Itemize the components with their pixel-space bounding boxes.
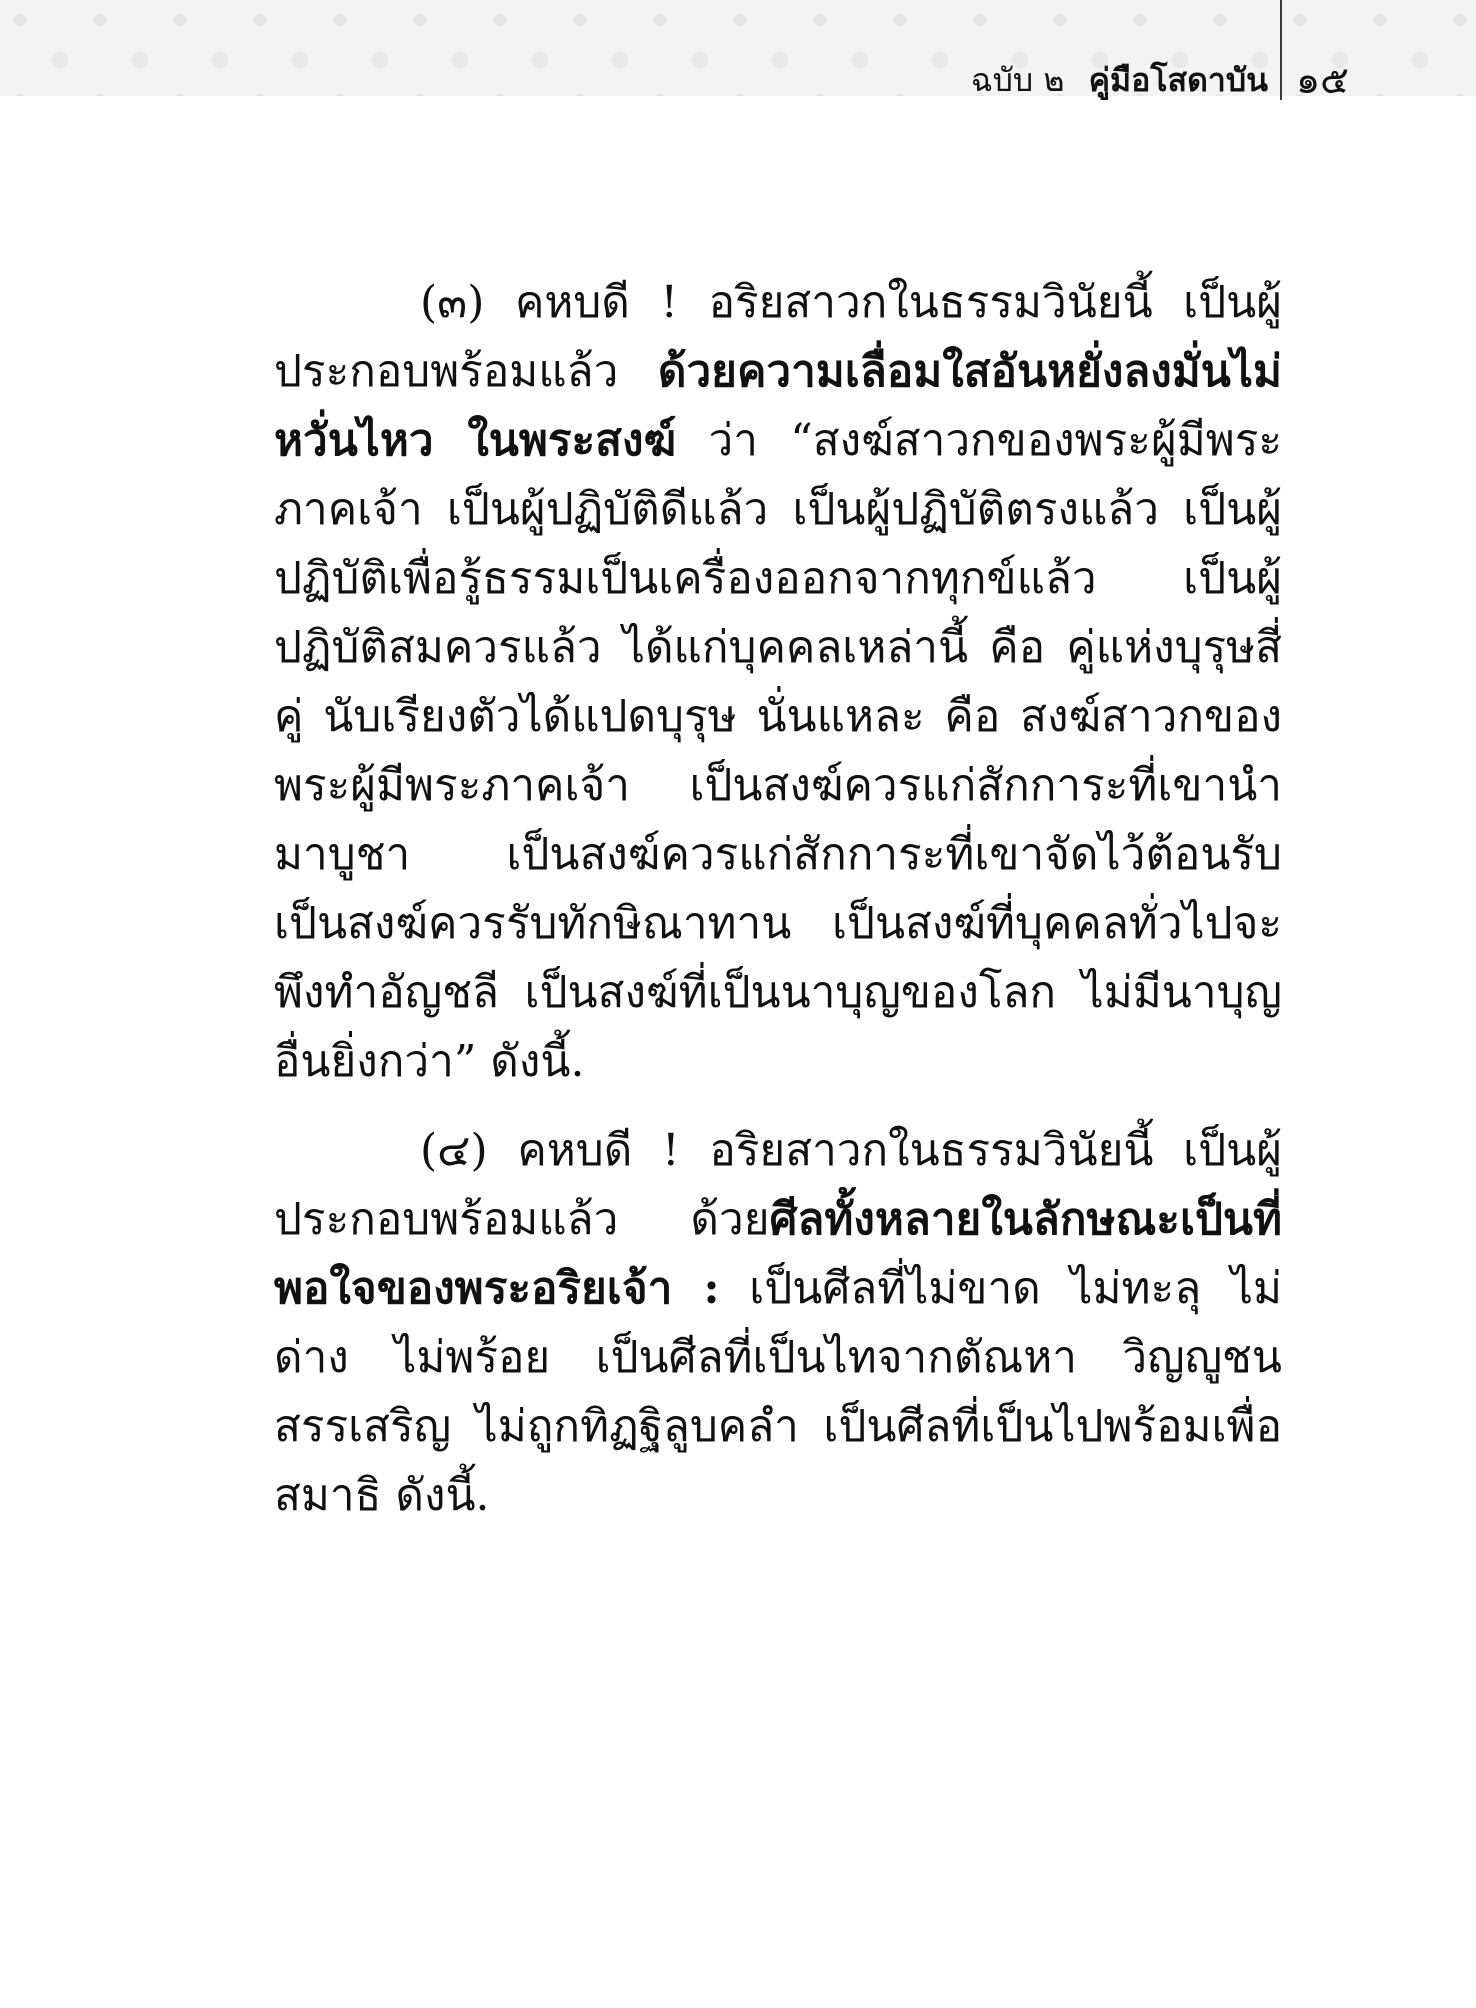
paragraph-emphasis: ด้วยความเลื่อมใสอันหยั่งลงมั่นไม่หวั่นไหว ในพระสงฆ์ <box>274 346 1282 466</box>
paragraph-body: เป็นศีลที่ไม่ขาด ไม่ทะลุ ไม่ด่าง ไม่พร้อย เป็นศีลที่เป็นไทจากตัณหา วิญญูชนสรรเสริญ ไม่ถูกทิฏฐิลูบคลำ เป็นศีลที่เป็นไปพร้อมเพื่อสมาธิ ดังนี้. <box>274 1263 1282 1521</box>
paragraph-emphasis: ศีลทั้งหลายในลักษณะเป็นที่พอใจของพระอริยเจ้า : <box>274 1194 1282 1314</box>
edition-label: ฉบับ ๒ <box>970 61 1065 99</box>
paragraph-number: (๔) <box>420 1125 488 1176</box>
running-head <box>971 60 1268 100</box>
paragraph-number: (๓) <box>420 277 485 328</box>
paragraph-4 <box>274 1116 1282 1530</box>
paragraph-intro: คหบดี ! อริยสาวกในธรรมวินัยนี้ เป็นผู้ประกอบพร้อมแล้ว <box>274 277 1282 397</box>
paragraph-3 <box>274 268 1282 1096</box>
paragraph-body: ว่า “สงฆ์สาวกของพระผู้มีพระภาคเจ้า เป็นผู้ปฏิบัติดีแล้ว เป็นผู้ปฏิบัติตรงแล้ว เป็นผู้ปฏิบัติเพื่อรู้ธรรมเป็นเครื่องออกจากทุกข์แล้ว เป็นผู้ปฏิบัติสมควรแล้ว ได้แก่บุคคลเหล่านี้ คือ คู่แห่งบุรุษสี่คู่ นับเรียงตัวได้แปดบุรุษ นั่นแหละ คือ สงฆ์สาวกของพระผู้มีพระภาคเจ้า เป็นสงฆ์ควรแก่สักการะที่เขานำมาบูชา เป็นสงฆ์ควรแก่สักการะที่เขาจัดไว้ต้อนรับ เป็นสงฆ์ควรรับทักษิณาทาน เป็นสงฆ์ที่บุคคลทั่วไปจะพึงทำอัญชลี เป็นสงฆ์ที่เป็นนาบุญของโลก ไม่มีนาบุญอื่นยิ่งกว่า” ดังนี้. <box>274 415 1282 1087</box>
header-divider <box>1280 0 1282 100</box>
paragraph-intro: คหบดี ! อริยสาวกในธรรมวินัยนี้ เป็นผู้ประกอบพร้อมแล้ว ด้วย <box>274 1125 1282 1245</box>
body-text <box>274 268 1282 1530</box>
book-title: คู่มือโสดาบัน <box>1088 61 1268 99</box>
page-number: ๑๕ <box>1296 58 1349 102</box>
